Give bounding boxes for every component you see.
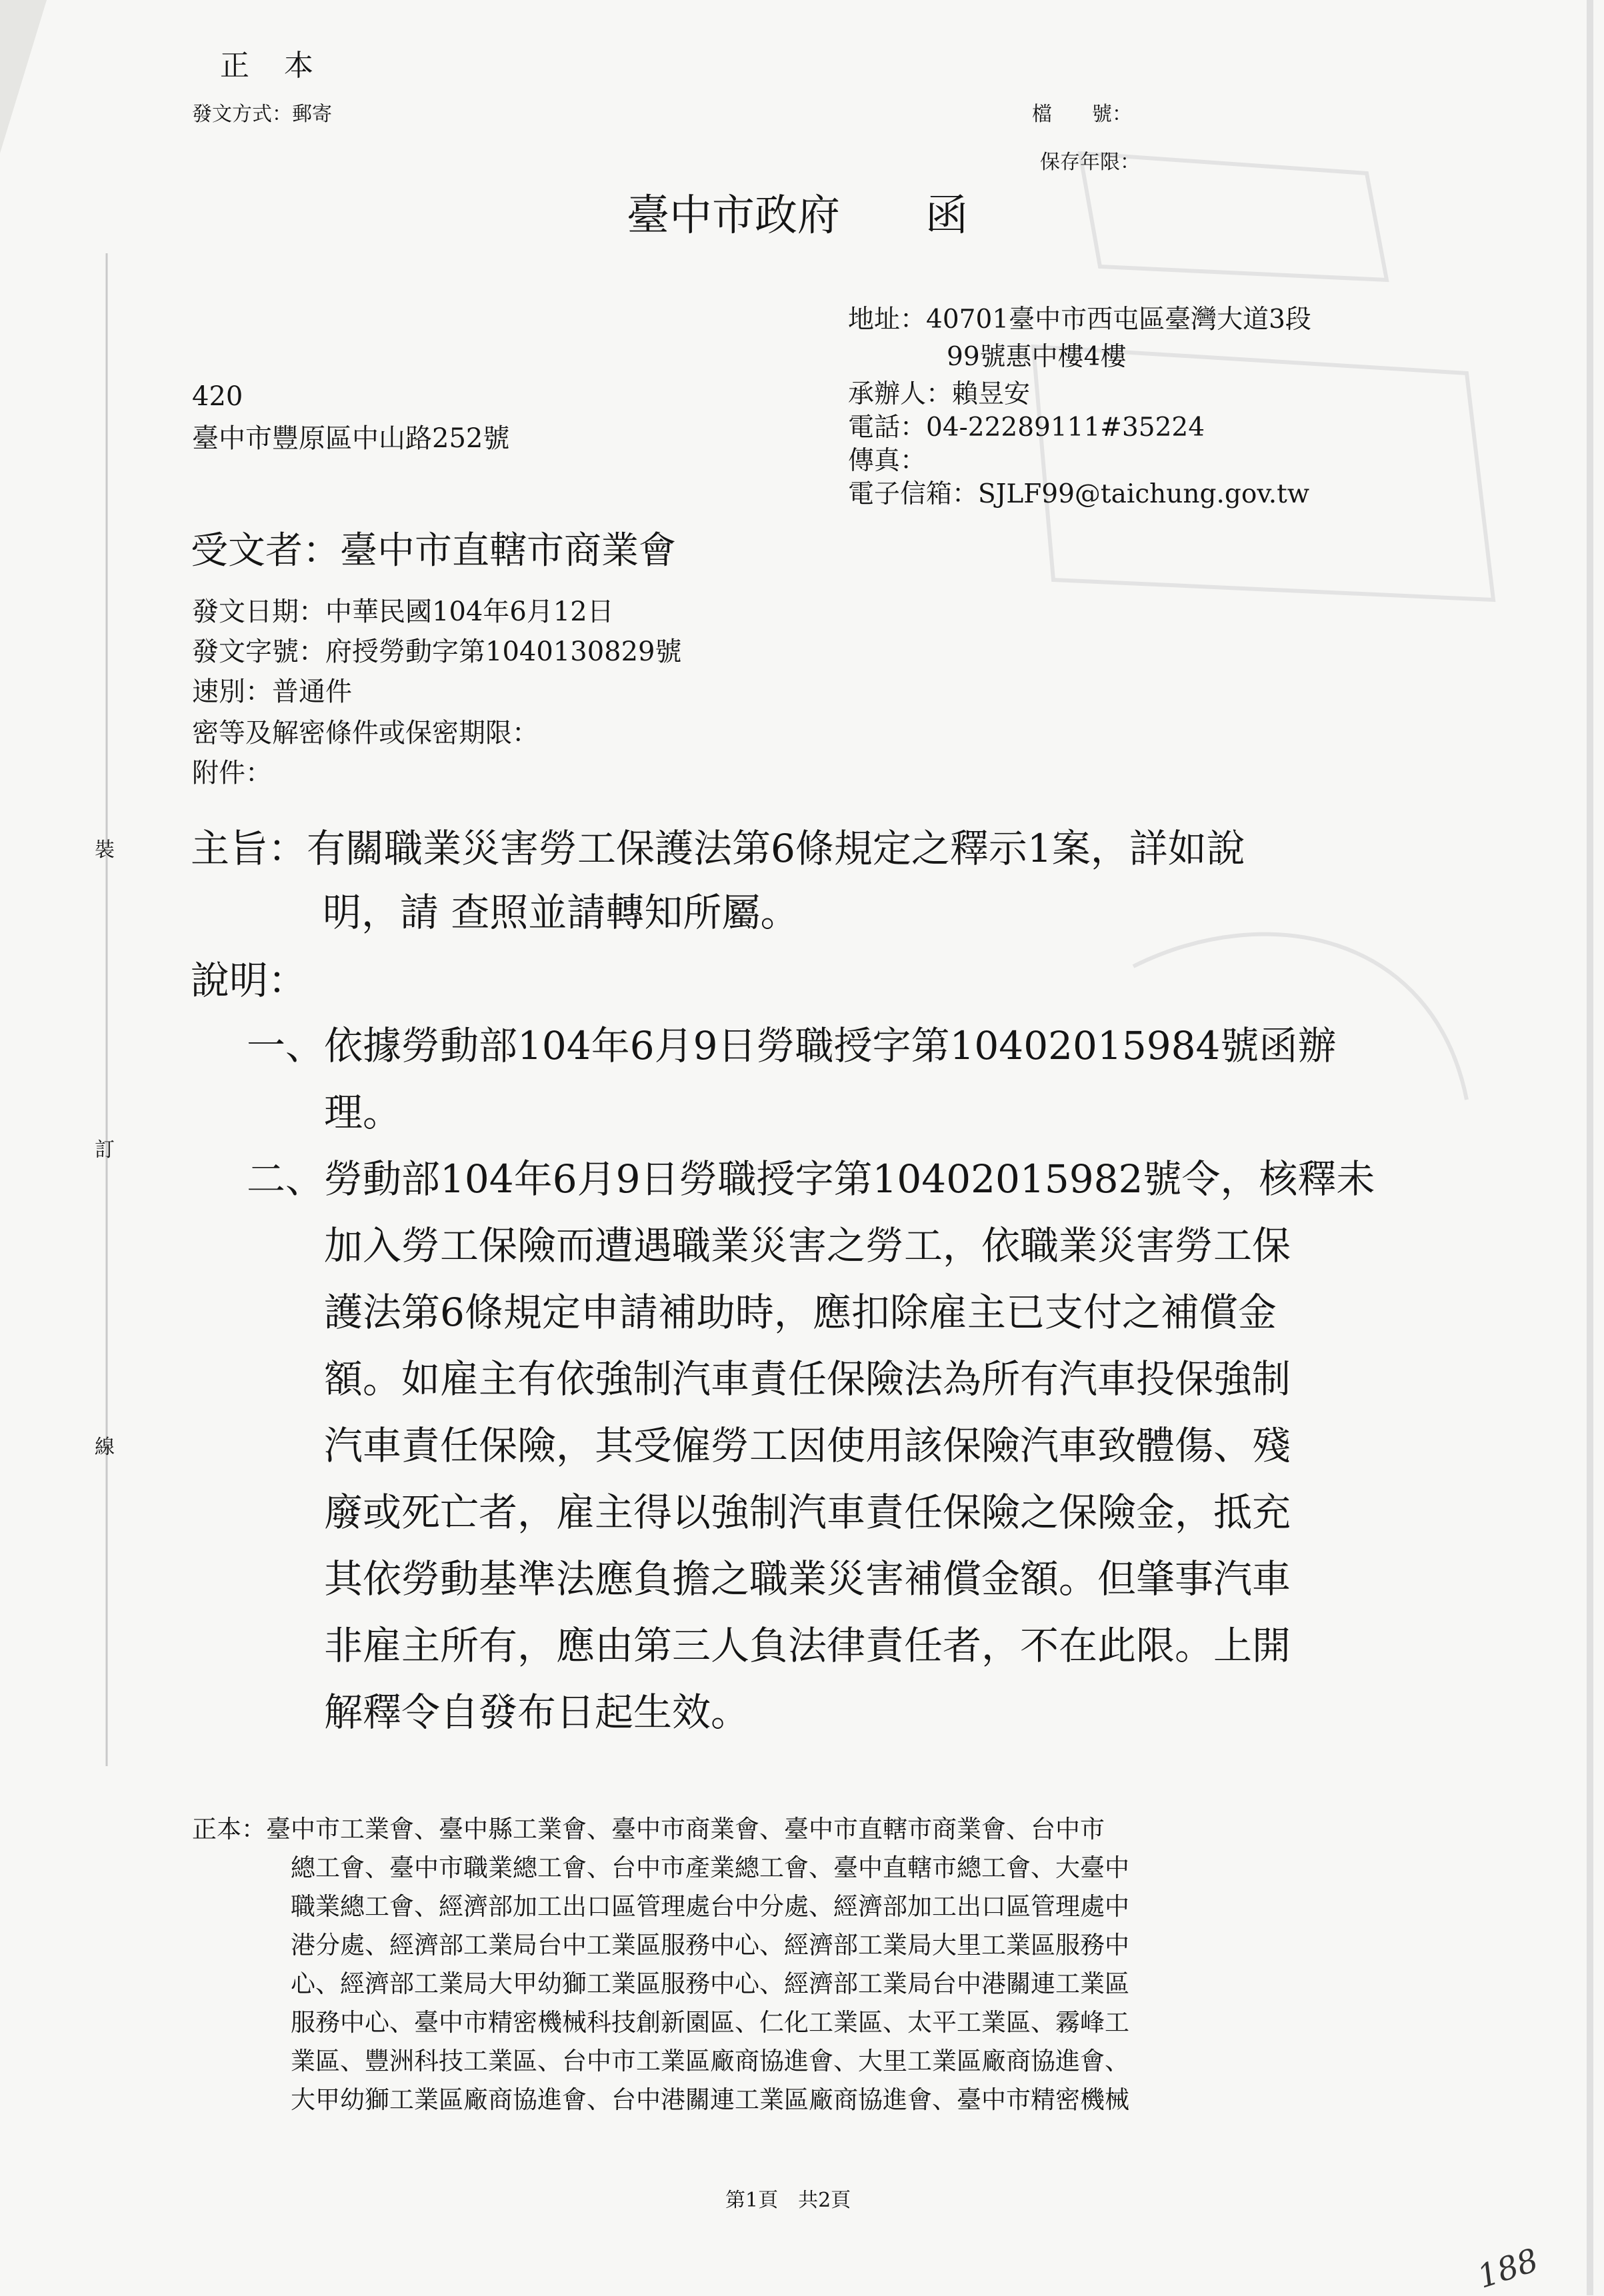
retention-period: 保存年限： (1040, 151, 1140, 174)
item2-line8: 非雇主所有，應由第三人負法律責任者，不在此限。上開 (324, 1623, 1291, 1668)
item2-line4: 額。如雇主有依強制汽車責任保險法為所有汽車投保強制 (324, 1356, 1291, 1402)
item2-line9: 解釋令自發布日起生效。 (324, 1690, 750, 1735)
handwritten-note: 188 (1473, 2241, 1543, 2296)
cc-line7: 業區、豐洲科技工業區、台中市工業區廠商協進會、大里工業區廠商協進會、 (291, 2047, 1129, 2075)
document-title: 臺中市政府 函 (627, 191, 968, 241)
binding-mark-zhuang: 裝 (95, 838, 115, 862)
item2-line2: 加入勞工保險而遭遇職業災害之勞工，依職業災害勞工保 (324, 1223, 1291, 1268)
item2-line7: 其依勞動基準法應負擔之職業災害補償金額。但肇事汽車 (324, 1556, 1291, 1602)
item1-line2: 理。 (324, 1090, 402, 1135)
cc-line1: 正本：臺中市工業會、臺中縣工業會、臺中市商業會、臺中市直轄市商業會、台中市 (192, 1815, 1105, 1843)
copy-type: 正 本 (220, 49, 316, 83)
addressee: 受文者：臺中市直轄市商業會 (191, 529, 676, 573)
item2-line6: 廢或死亡者，雇主得以強制汽車責任保險之保險金，抵充 (324, 1490, 1291, 1535)
phone: 電話：04-22289111#35224 (848, 413, 1205, 443)
explanation-label: 說明： (191, 958, 307, 1003)
binding-mark-xian: 線 (95, 1436, 115, 1459)
item2-line5: 汽車責任保險，其受僱勞工因使用該保險汽車致體傷、殘 (324, 1423, 1291, 1468)
sender-address-line1: 地址：40701臺中市西屯區臺灣大道3段 (848, 305, 1311, 335)
cc-line4: 港分處、經濟部工業局台中工業區服務中心、經濟部工業局大里工業區服務中 (291, 1931, 1129, 1959)
item2-line3: 護法第6條規定申請補助時，應扣除雇主已支付之補償金 (324, 1290, 1277, 1335)
email: 電子信箱：SJLF99@taichung.gov.tw (848, 479, 1310, 509)
subject-line1: 主旨：有關職業災害勞工保護法第6條規定之釋示1案，詳如說 (191, 826, 1245, 871)
issue-date: 發文日期：中華民國104年6月12日 (192, 596, 614, 627)
cc-line3: 職業總工會、經濟部加工出口區管理處台中分處、經濟部加工出口區管理處中 (291, 1892, 1129, 1921)
page-number: 第1頁 共2頁 (725, 2189, 851, 2212)
secrecy-level: 密等及解密條件或保密期限： (192, 718, 539, 748)
document-number: 發文字號：府授勞動字第1040130829號 (192, 636, 682, 667)
item2-line1: 二、勞動部104年6月9日勞職授字第10402015982號令，核釋未 (247, 1156, 1375, 1202)
folded-corner (0, 0, 47, 153)
cc-line5: 心、經濟部工業局大甲幼獅工業區服務中心、經濟部工業局台中港關連工業區 (291, 1969, 1129, 1998)
subject-line2: 明，請 查照並請轉知所屬。 (323, 890, 799, 935)
recipient-address: 臺中市豐原區中山路252號 (192, 423, 510, 454)
file-number: 檔 號： (1032, 103, 1132, 126)
send-method: 發文方式：郵寄 (192, 103, 332, 126)
cc-line8: 大甲幼獅工業區廠商協進會、台中港關連工業區廠商協進會、臺中市精密機械 (291, 2085, 1129, 2114)
contact-person: 承辦人：賴昱安 (848, 379, 1031, 409)
binding-mark-ding: 訂 (95, 1138, 115, 1162)
cc-line2: 總工會、臺中市職業總工會、台中市產業總工會、臺中直轄市總工會、大臺中 (291, 1853, 1129, 1882)
fax: 傳真： (848, 446, 927, 476)
delivery-speed: 速別：普通件 (192, 676, 352, 707)
sender-address-line2: 99號惠中樓4樓 (947, 342, 1127, 372)
postcode: 420 (192, 381, 243, 412)
bleed-through-stamp (1033, 153, 1493, 1100)
attachment: 附件： (192, 758, 272, 788)
cc-line6: 服務中心、臺中市精密機械科技創新園區、仁化工業區、太平工業區、霧峰工 (291, 2008, 1129, 2037)
item1-line1: 一、依據勞動部104年6月9日勞職授字第10402015984號函辦 (247, 1023, 1337, 1068)
